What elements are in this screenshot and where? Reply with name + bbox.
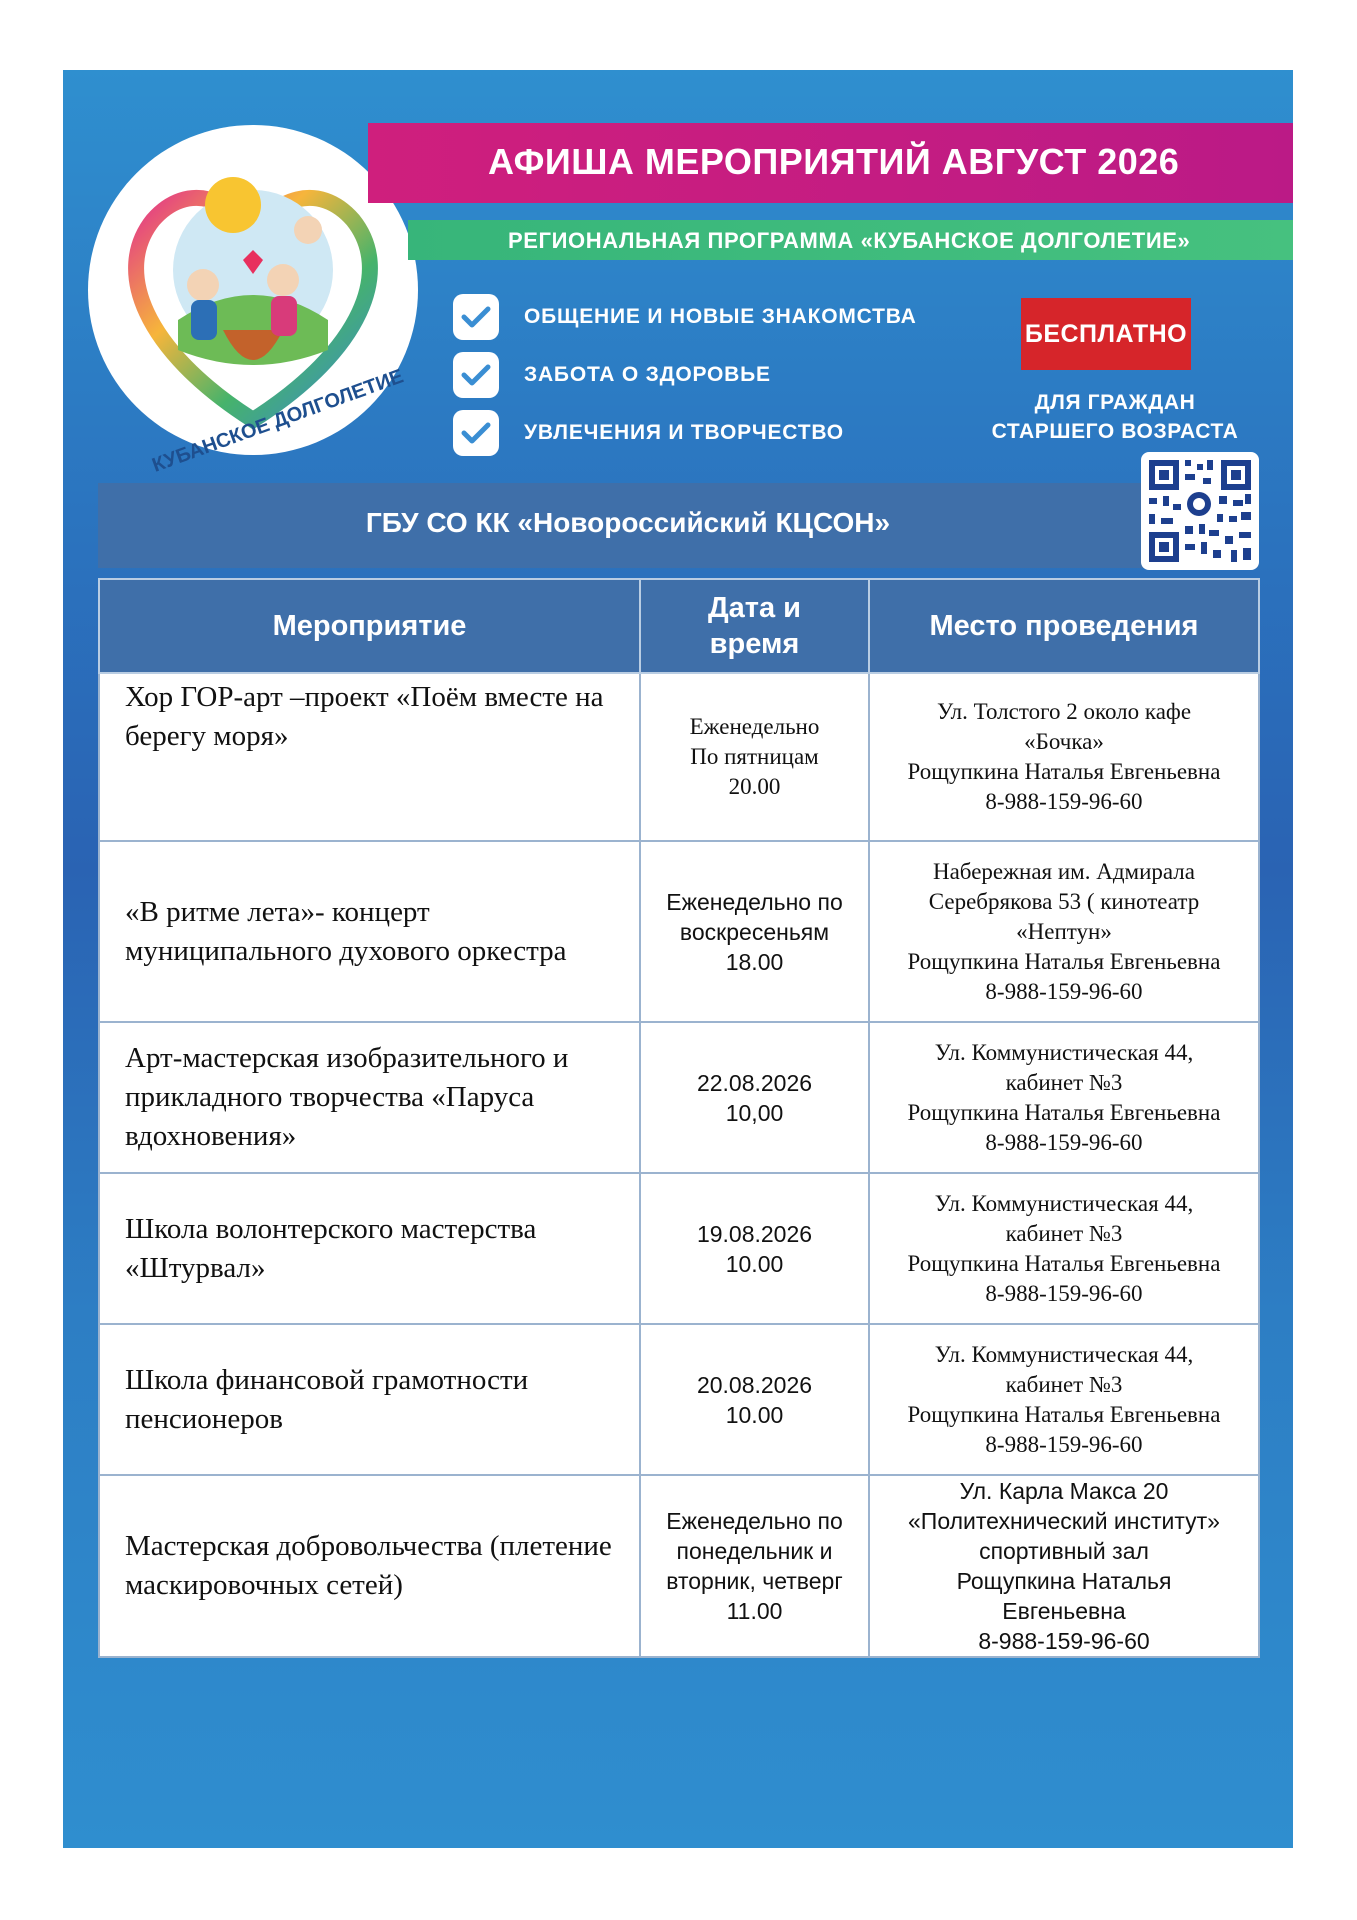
date-line: 20.08.2026: [696, 1371, 813, 1398]
phone-number: 8-988-159-96-60: [985, 1280, 1143, 1306]
program-subtitle: РЕГИОНАЛЬНАЯ ПРОГРАММА «КУБАНСКОЕ ДОЛГОЛЕТИЕ»: [508, 228, 1191, 253]
event-cell: Мастерская добровольчества (плетение маскировочных сетей): [99, 1475, 640, 1657]
place-line: Рощупкина Наталья Евгеньевна: [907, 948, 1221, 974]
date-cell: [640, 673, 869, 841]
place-line: Ул. Карла Макса 20: [959, 1478, 1169, 1504]
place-line: Ул. Коммунистическая 44,: [934, 1190, 1194, 1216]
table-row: [99, 1173, 1259, 1324]
title-banner: [368, 123, 1293, 203]
place-line: кабинет №3: [1005, 1371, 1123, 1397]
place-line: кабинет №3: [1005, 1069, 1123, 1095]
checklist-item: [453, 346, 1013, 404]
table-row: [99, 1324, 1259, 1475]
place-cell: [869, 1475, 1259, 1657]
date-cell: [640, 1324, 869, 1475]
date-cell: [640, 1173, 869, 1324]
date-line: Еженедельно: [689, 714, 820, 739]
event-cell: Арт-мастерская изобразительного и прикладного творчества «Паруса вдохновения»: [99, 1022, 640, 1173]
place-line: Рощупкина Наталья Евгеньевна: [907, 1099, 1221, 1125]
place-line: кабинет №3: [1005, 1220, 1123, 1246]
date-cell: [640, 841, 869, 1022]
event-cell: Школа финансовой грамотности пенсионеров: [99, 1324, 640, 1475]
place-cell: [869, 673, 1259, 841]
place-cell: [869, 1173, 1259, 1324]
checklist-item-label: ОБЩЕНИЕ И НОВЫЕ ЗНАКОМСТВА: [524, 305, 917, 328]
table-row: [99, 841, 1259, 1022]
subtitle-banner: [408, 220, 1293, 260]
audience-line: СТАРШЕГО ВОЗРАСТА: [991, 420, 1239, 443]
column-header-date: [640, 579, 869, 673]
event-cell: Хор ГОР-арт –проект «Поём вместе на берегу моря»: [99, 673, 640, 841]
place-line: Рощупкина Наталья Евгеньевна: [907, 759, 1221, 784]
place-line: Серебрякова 53 ( кинотеатр: [928, 888, 1200, 914]
checkmark-icon: [453, 352, 499, 398]
date-line: 19.08.2026: [696, 1220, 813, 1247]
place-line: «Нептун»: [1016, 918, 1112, 944]
organization-bar: [98, 483, 1258, 568]
place-line: Рощупкина Наталья Евгеньевна: [907, 1401, 1221, 1427]
phone-number: 8-988-159-96-60: [985, 978, 1143, 1004]
checklist-item-label: ЗАБОТА О ЗДОРОВЬЕ: [524, 363, 771, 386]
place-line: Ул. Толстого 2 около кафе: [936, 699, 1192, 724]
audience-note: [975, 388, 1255, 446]
event-cell: Школа волонтерского мастерства «Штурвал»: [99, 1173, 640, 1324]
benefits-checklist: [453, 288, 1013, 462]
checklist-item: [453, 288, 1013, 346]
place-line: Ул. Коммунистическая 44,: [934, 1039, 1194, 1065]
date-line: По пятницам: [690, 744, 819, 769]
event-cell: «В ритме лета»- концерт муниципального духового оркестра: [99, 841, 640, 1022]
date-line: 10,00: [725, 1099, 784, 1126]
column-header-date-line: время: [709, 628, 800, 660]
organization-name: ГБУ СО КК «Новороссийский КЦСОН»: [365, 507, 891, 538]
place-line: «Бочка»: [1024, 729, 1104, 754]
phone-number: 8-988-159-96-60: [978, 1628, 1150, 1654]
table-row: [99, 673, 1259, 841]
qr-code-icon[interactable]: [1141, 452, 1259, 570]
column-header-place: Место проведения: [869, 579, 1259, 673]
table-header-row: [99, 579, 1259, 673]
checklist-item-label: УВЛЕЧЕНИЯ И ТВОРЧЕСТВО: [524, 421, 844, 444]
events-table: [98, 578, 1260, 1658]
column-header-event: Мероприятие: [99, 579, 640, 673]
checklist-item: [453, 404, 1013, 462]
date-line: понедельник и: [676, 1538, 833, 1564]
date-line: 10.00: [725, 1250, 784, 1277]
place-line: Ул. Коммунистическая 44,: [934, 1341, 1194, 1367]
date-line: 11.00: [726, 1598, 783, 1624]
column-header-date-line: Дата и: [707, 592, 801, 624]
table-row: [99, 1475, 1259, 1657]
checkmark-icon: [453, 410, 499, 456]
phone-number: 8-988-159-96-60: [985, 789, 1143, 814]
place-line: Рощупкина Наталья: [956, 1568, 1172, 1594]
place-line: Набережная им. Адмирала: [932, 858, 1195, 884]
checkmark-icon: [453, 294, 499, 340]
table-row: [99, 1022, 1259, 1173]
phone-number: 8-988-159-96-60: [985, 1129, 1143, 1155]
place-line: Евгеньевна: [1002, 1598, 1126, 1624]
free-badge: БЕСПЛАТНО: [1021, 298, 1191, 370]
phone-number: 8-988-159-96-60: [985, 1431, 1143, 1457]
date-line: воскресеньям: [679, 918, 830, 945]
date-line: 18.00: [725, 948, 784, 975]
place-line: «Политехнический институт»: [908, 1508, 1220, 1534]
place-cell: [869, 1022, 1259, 1173]
page-title: АФИША МЕРОПРИЯТИЙ АВГУСТ 2026: [488, 141, 1180, 182]
date-line: Еженедельно по: [666, 888, 843, 915]
place-line: спортивный зал: [979, 1538, 1149, 1564]
place-cell: [869, 841, 1259, 1022]
place-line: Рощупкина Наталья Евгеньевна: [907, 1250, 1221, 1276]
place-cell: [869, 1324, 1259, 1475]
poster: [63, 70, 1293, 1848]
date-cell: [640, 1475, 869, 1657]
date-line: Еженедельно по: [666, 1508, 843, 1534]
date-line: 10.00: [725, 1401, 784, 1428]
audience-line: ДЛЯ ГРАЖДАН: [1034, 391, 1196, 414]
date-line: 20.00: [728, 774, 781, 799]
date-line: 22.08.2026: [696, 1069, 813, 1096]
date-line: вторник, четверг: [666, 1568, 843, 1594]
date-cell: [640, 1022, 869, 1173]
logo-caption: КУБАНСКОЕ ДОЛГОЛЕТИЕ: [149, 365, 407, 477]
